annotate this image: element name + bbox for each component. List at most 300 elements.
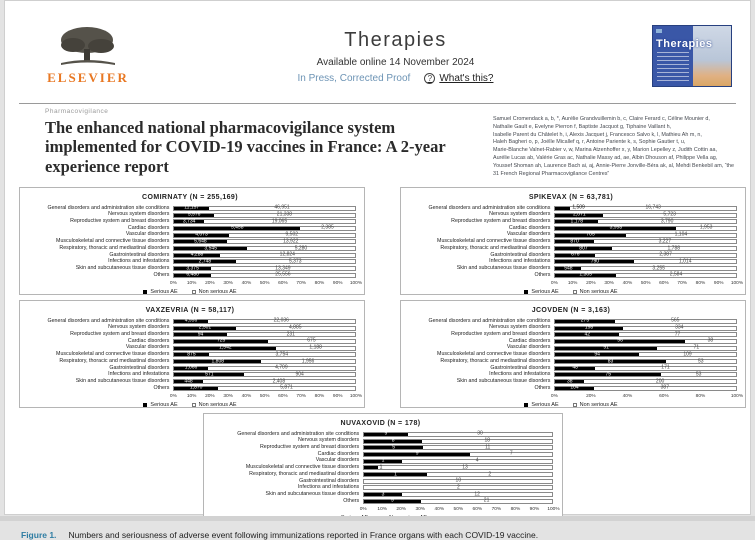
bar-track (173, 239, 356, 244)
category-label: Gastrointestinal disorders (24, 366, 173, 371)
non-serious-value: 200 (656, 379, 664, 384)
chart-row (405, 386, 737, 392)
elsevier-logo[interactable] (19, 25, 139, 86)
bar-track (554, 259, 737, 264)
chart-row (208, 445, 554, 451)
legend-non-serious: Non serious AE (573, 402, 618, 408)
bar-track (173, 332, 356, 337)
non-serious-value: 109 (683, 352, 691, 357)
journal-header (139, 25, 652, 84)
non-serious-value: 5,723 (663, 213, 676, 218)
category-label: Nervous system disorders (24, 212, 173, 217)
title-section (19, 104, 736, 185)
bar-track (363, 485, 553, 490)
chart-row (24, 332, 356, 338)
category-label: Respiratory, thoracic and mediastinal disorders (208, 472, 364, 477)
chart-row (405, 266, 737, 272)
serious-value: 1,066 (185, 366, 198, 371)
serious-value: 5,648 (194, 239, 207, 244)
bar-track (363, 459, 553, 464)
legend-non-serious: Non serious AE (382, 515, 427, 521)
bar-track (173, 219, 356, 224)
chart-legend (24, 402, 356, 408)
axis-tick: 30% (415, 507, 425, 512)
non-serious-value: 18 (485, 439, 491, 444)
category-label: General disorders and administration site conditions (405, 206, 554, 211)
bar-track (173, 366, 356, 371)
serious-value: 705 (586, 233, 594, 238)
chart-title: VAXZEVRIA (N = 58,117) (24, 307, 356, 314)
category-label: Cardiac disorders (24, 226, 173, 231)
axis-tick: 100% (350, 281, 362, 286)
axis-tick: 10% (568, 281, 578, 286)
serious-value: 725 (217, 339, 225, 344)
chart-row (24, 352, 356, 358)
bar-track (363, 479, 553, 484)
category-label: Vascular disorders (405, 232, 554, 237)
journal-title: Therapies (139, 29, 652, 52)
bar-track (363, 472, 553, 477)
bar-track (363, 432, 553, 437)
serious-value: 3 (382, 492, 385, 497)
category-label: Skin and subcutaneous tissue disorders (405, 379, 554, 384)
axis-tick: 40% (623, 281, 633, 286)
serious-value: 2,748 (199, 259, 212, 264)
legend-non-serious: Non serious AE (192, 289, 237, 295)
category-label: Cardiac disorders (405, 339, 554, 344)
chart-row (24, 226, 356, 232)
axis-tick: 90% (530, 507, 540, 512)
chart-row (208, 499, 554, 505)
category-label: Musculoskeletal and connective tissue disorders (405, 352, 554, 357)
figure-caption-text (68, 530, 538, 540)
x-axis (173, 393, 356, 401)
bar-track (554, 206, 737, 211)
serious-swatch-icon (143, 290, 147, 294)
chart-row (24, 339, 356, 345)
category-label: Infections and infestations (24, 372, 173, 377)
serious-value: 2,071 (573, 213, 586, 218)
category-label: Infections and infestations (405, 259, 554, 264)
category-label: Others (405, 386, 554, 391)
category-label: Reproductive system and breast disorders (405, 219, 554, 224)
axis-tick: 20% (205, 394, 215, 399)
serious-value: 83 (608, 359, 614, 364)
authors-block (493, 108, 734, 179)
serious-value: 42 (584, 332, 590, 337)
bar-track (554, 219, 737, 224)
axis-tick: 80% (696, 281, 706, 286)
axis-tick: 60% (659, 394, 669, 399)
axis-tick: 40% (434, 507, 444, 512)
non-serious-value: 12 (474, 492, 480, 497)
non-serious-value: 4,709 (275, 366, 288, 371)
chart-row (208, 472, 554, 478)
category-label: Vascular disorders (24, 232, 173, 237)
bar-track (363, 465, 553, 470)
non-serious-value: 19,065 (272, 219, 287, 224)
non-serious-value: 12,824 (280, 253, 295, 258)
non-serious-value: 1,953 (700, 226, 713, 231)
non-serious-value: 5,280 (295, 246, 308, 251)
non-serious-value: 46,951 (274, 206, 289, 211)
publisher-name: ELSEVIER (37, 70, 139, 86)
author-line: 31 French Regional Pharmacovigilance Centres” (493, 171, 734, 179)
category-label: Vascular disorders (405, 345, 554, 350)
x-axis (363, 506, 553, 514)
category-label: General disorders and administration site conditions (24, 206, 173, 211)
category-label: Skin and subcutaneous tissue disorders (208, 492, 364, 497)
page-bottom-band (0, 516, 755, 521)
bar-track (173, 266, 356, 271)
category-label: Cardiac disorders (405, 226, 554, 231)
online-date: Available online 14 November 2024 (139, 57, 652, 68)
non-serious-value: 5,373 (289, 259, 302, 264)
category-label: Vascular disorders (208, 458, 364, 463)
axis-tick: 30% (604, 281, 614, 286)
serious-value: 91 (603, 346, 609, 351)
category-label: Infections and infestations (405, 372, 554, 377)
axis-tick: 100% (350, 394, 362, 399)
axis-tick: 100% (731, 281, 743, 286)
chart-row (405, 259, 737, 265)
axis-tick: 20% (205, 281, 215, 286)
axis-tick: 70% (296, 281, 306, 286)
chart-title: SPIKEVAX (N = 63,781) (405, 194, 737, 201)
serious-value: 790 (591, 259, 599, 264)
axis-tick: 100% (731, 394, 743, 399)
non-serious-value: 2 (488, 472, 491, 477)
bar-track (554, 246, 737, 251)
non-serious-value: 4 (476, 459, 479, 464)
category-label: General disorders and administration site conditions (208, 432, 364, 437)
non-serious-value: 1,014 (679, 259, 692, 264)
chart-row (208, 485, 554, 491)
serious-value: 1,509 (572, 206, 585, 211)
category-label: Respiratory, thoracic and mediastinal disorders (405, 359, 554, 364)
non-serious-value: 2 (457, 485, 460, 490)
bar-track (173, 352, 356, 357)
axis-tick: 50% (260, 281, 270, 286)
bar-track (173, 226, 356, 231)
cover-text-lines (657, 52, 689, 82)
serious-value: 1 (380, 465, 383, 470)
non-serious-value: 5,871 (280, 386, 293, 391)
non-serious-value: 3,754 (275, 352, 288, 357)
chart-row (208, 438, 554, 444)
cover-logo-mark (656, 29, 662, 33)
non-serious-value: 38 (708, 339, 714, 344)
bar-track (554, 326, 737, 331)
bar-track (554, 339, 737, 344)
bar-track (554, 332, 737, 337)
chart-row (405, 379, 737, 385)
serious-value: 275 (581, 319, 589, 324)
axis-tick: 20% (396, 507, 406, 512)
chart-rows (24, 206, 356, 278)
axis-tick: 70% (492, 507, 502, 512)
section-label: Pharmacovigilance (45, 108, 475, 115)
bar-track (363, 439, 553, 444)
chart-panel-nuvaxovid (203, 413, 563, 521)
serious-value: 38 (567, 379, 573, 384)
chart-rows (24, 319, 356, 391)
non-serious-value: 334 (675, 326, 683, 331)
category-label: Reproductive system and breast disorders (208, 445, 364, 450)
axis-tick: 50% (641, 281, 651, 286)
non-serious-value: 1,956 (302, 359, 315, 364)
category-label: Nervous system disorders (24, 325, 173, 330)
bar-track (173, 273, 356, 278)
chart-row (24, 232, 356, 238)
bar-track (173, 253, 356, 258)
chart-row (405, 239, 737, 245)
non-serious-value: 21 (484, 499, 490, 504)
serious-value: 571 (205, 372, 213, 377)
serious-value: 5,458 (231, 226, 244, 231)
serious-value: 96 (617, 339, 623, 344)
non-serious-value: 53 (696, 372, 702, 377)
non-serious-swatch-icon (573, 403, 577, 407)
non-serious-value: 2,387 (659, 253, 672, 258)
serious-value: 1,808 (211, 359, 224, 364)
non-serious-swatch-icon (192, 403, 196, 407)
figure-panels (19, 187, 746, 521)
serious-value: 875 (187, 352, 195, 357)
chart-row (405, 352, 737, 358)
category-label: Infections and infestations (24, 259, 173, 264)
bar-track (173, 372, 356, 377)
bar-track (173, 346, 356, 351)
category-label: Musculoskeletal and connective tissue disorders (24, 352, 173, 357)
non-serious-value: 2,385 (321, 226, 334, 231)
category-label: Skin and subcutaneous tissue disorders (405, 266, 554, 271)
serious-value: 3,734 (183, 219, 196, 224)
non-serious-swatch-icon (192, 290, 196, 294)
bar-track (173, 233, 356, 238)
page-header (19, 25, 736, 97)
non-serious-value: 16,743 (645, 206, 660, 211)
legend-non-serious: Non serious AE (573, 289, 618, 295)
author-line: Samuel Cromendack a, b, *, Aurélie Grandvuillemin b, c, Claire Ferard c, Céline Mounier d, (493, 116, 734, 124)
cover-title: Therapies (656, 38, 712, 50)
axis-tick: 20% (586, 281, 596, 286)
non-serious-swatch-icon (573, 290, 577, 294)
category-label: Nervous system disorders (208, 438, 364, 443)
serious-value: 870 (570, 239, 578, 244)
chart-row (24, 325, 356, 331)
category-label: General disorders and administration site conditions (24, 319, 173, 324)
axis-tick: 50% (260, 394, 270, 399)
category-label: Others (405, 273, 554, 278)
serious-value: 448 (184, 379, 192, 384)
non-serious-value: 53 (698, 359, 704, 364)
non-serious-value: 3,227 (659, 239, 672, 244)
x-axis (554, 280, 737, 288)
category-label: Musculoskeletal and connective tissue disorders (208, 465, 364, 470)
non-serious-value: 565 (671, 319, 679, 324)
chart-row (405, 206, 737, 212)
author-line: Isabelle Parent du Châtelet h, i, Alexis Jacquet j, Francesco Salvo k, l, Mathieu Ah m, n, (493, 132, 734, 140)
axis-tick: 90% (714, 281, 724, 286)
chart-legend (405, 402, 737, 408)
chart-row (405, 359, 737, 365)
bar-track (554, 226, 737, 231)
chart-legend (24, 289, 356, 295)
chart-row (405, 319, 737, 325)
serious-swatch-icon (524, 290, 528, 294)
serious-bar (555, 207, 570, 210)
category-label: Others (24, 273, 173, 278)
chart-row (24, 273, 356, 279)
non-serious-value: 231 (287, 332, 295, 337)
category-label: Reproductive system and breast disorders (405, 332, 554, 337)
chart-row (405, 252, 737, 258)
bar-track (554, 352, 737, 357)
category-label: Respiratory, thoracic and mediastinal disorders (405, 246, 554, 251)
category-label: General disorders and administration site conditions (405, 319, 554, 324)
category-label: Gastrointestinal disorders (405, 253, 554, 258)
serious-value: 1,870 (190, 386, 203, 391)
axis-tick: 30% (223, 281, 233, 286)
axis-tick: 60% (659, 281, 669, 286)
non-serious-value: 387 (661, 386, 669, 391)
chart-row (24, 259, 356, 265)
bar-track (173, 319, 356, 324)
chart-row (208, 492, 554, 498)
serious-value: 5 (392, 445, 395, 450)
serious-value: 4,073 (195, 233, 208, 238)
legend-serious: Serious AE (524, 402, 558, 408)
chart-row (405, 365, 737, 371)
journal-cover-thumbnail[interactable] (652, 25, 732, 87)
author-line: Haleh Bagheri o, p, Joëlle Micallef q, r, Antoine Pariente k, s, Sophie Gautier t, u, (493, 139, 734, 147)
axis-tick: 80% (511, 507, 521, 512)
bar-track (554, 213, 737, 218)
non-serious-value: 1,104 (675, 233, 688, 238)
non-serious-value: 13,922 (283, 239, 298, 244)
bar-track (554, 372, 737, 377)
author-line: Nathalie Gault e, Evelyne Pierron f, Baptiste Jacquot g, Tiphaine Vaillant h, (493, 124, 734, 132)
chart-row (405, 345, 737, 351)
axis-tick: 0% (170, 281, 177, 286)
chart-row (405, 332, 737, 338)
chart-row (405, 246, 737, 252)
bar-track (363, 499, 553, 504)
category-label: Others (24, 386, 173, 391)
bar-track (363, 492, 553, 497)
chart-panel-spikevax (400, 187, 746, 295)
serious-bar (364, 466, 377, 469)
serious-value: 1,542 (219, 346, 232, 351)
chart-rows (405, 206, 737, 278)
bar-track (554, 386, 737, 391)
axis-tick: 0% (170, 394, 177, 399)
bar-track (554, 273, 737, 278)
serious-value: 2,501 (199, 326, 212, 331)
category-label: Vascular disorders (24, 345, 173, 350)
chart-row (208, 465, 554, 471)
category-label: Skin and subcutaneous tissue disorders (24, 379, 173, 384)
bar-track (554, 319, 737, 324)
non-serious-value: 13,349 (275, 266, 290, 271)
bar-track (173, 339, 356, 344)
article-title: The enhanced national pharmacovigilance system implemented for COVID-19 vaccines in France: A 2-year experience report (45, 118, 475, 176)
axis-tick: 60% (473, 507, 483, 512)
bar-track (363, 452, 553, 457)
non-serious-value: 2,584 (670, 273, 683, 278)
category-label: Reproductive system and breast disorders (24, 219, 173, 224)
axis-tick: 50% (454, 507, 464, 512)
axis-tick: 40% (623, 394, 633, 399)
non-serious-value: 171 (661, 366, 669, 371)
chart-row (24, 206, 356, 212)
axis-tick: 80% (696, 394, 706, 399)
non-serious-value: 904 (295, 372, 303, 377)
chart-panel-vaxzevria (19, 300, 365, 408)
chart-row (405, 273, 737, 279)
axis-tick: 10% (187, 281, 197, 286)
chart-row (405, 325, 737, 331)
chart-row (405, 212, 737, 218)
category-label: Musculoskeletal and connective tissue disorders (24, 239, 173, 244)
non-serious-value: 1,788 (668, 246, 681, 251)
bar-track (554, 379, 737, 384)
whats-this-link[interactable]: ? What's this? (424, 73, 493, 84)
serious-value: 1,178 (571, 219, 584, 224)
non-serious-value: 10 (456, 479, 462, 484)
serious-value: 548 (564, 266, 572, 271)
chart-row (24, 252, 356, 258)
axis-tick: 90% (333, 281, 343, 286)
axis-tick: 80% (315, 281, 325, 286)
axis-tick: 70% (296, 394, 306, 399)
chart-row (208, 478, 554, 484)
non-serious-value: 1,188 (309, 346, 322, 351)
chart-panel-jcovden (400, 300, 746, 408)
non-serious-value: 22,036 (274, 319, 289, 324)
serious-value: 807 (579, 246, 587, 251)
x-axis (173, 280, 356, 288)
bar-track (363, 445, 553, 450)
axis-tick: 40% (242, 281, 252, 286)
axis-tick: 0% (551, 281, 558, 286)
axis-tick: 40% (242, 394, 252, 399)
author-line: Youssef Shoman ah, Laurence Bach ai, aj, Annie-Pierre Jonville-Béra ak, al, Mehdi Benkebil am, “the (493, 163, 734, 171)
serious-value: 1,305 (579, 273, 592, 278)
chart-row (405, 219, 737, 225)
non-serious-value: 25,556 (275, 273, 290, 278)
bar-track (554, 239, 737, 244)
non-serious-value: 675 (307, 339, 315, 344)
axis-tick: 60% (278, 281, 288, 286)
non-serious-value: 4,885 (289, 326, 302, 331)
non-serious-value: 7 (510, 452, 513, 457)
chart-row (24, 239, 356, 245)
category-label: Reproductive system and breast disorders (24, 332, 173, 337)
category-label: Others (208, 499, 364, 504)
elsevier-tree-icon (57, 25, 119, 69)
figure-label (21, 530, 56, 540)
chart-row (405, 232, 737, 238)
chart-row (24, 212, 356, 218)
category-label: Nervous system disorders (405, 212, 554, 217)
non-serious-value: 3,790 (661, 219, 674, 224)
chart-row (24, 372, 356, 378)
serious-value: 3,958 (610, 226, 623, 231)
serious-value: 6,480 (186, 273, 199, 278)
category-label: Respiratory, thoracic and mediastinal disorders (24, 246, 173, 251)
